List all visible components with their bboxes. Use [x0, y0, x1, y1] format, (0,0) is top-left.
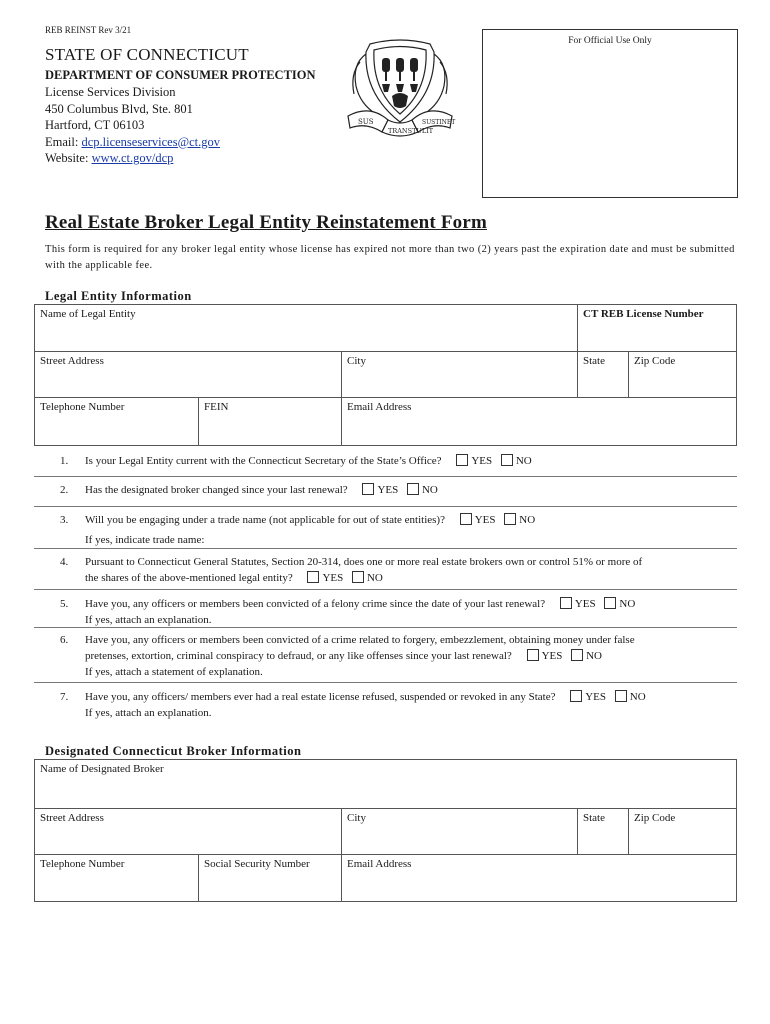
checkbox-icon[interactable] [570, 690, 582, 702]
no-label: NO [619, 598, 636, 610]
zip-code-label: Zip Code [634, 355, 676, 367]
broker-section-title: Designated Connecticut Broker Information [45, 744, 302, 758]
broker-ssn-label: Social Security Number [204, 858, 310, 870]
question-subtext: If yes, attach a statement of explanation. [85, 666, 263, 678]
legal-entity-name-label: Name of Legal Entity [40, 308, 136, 320]
trade-name-label: If yes, indicate trade name: [85, 534, 205, 546]
no-option[interactable] [407, 482, 438, 498]
broker-street-field[interactable] [34, 808, 342, 855]
broker-state-field[interactable] [577, 808, 629, 855]
division-name: License Services Division [45, 85, 176, 99]
seal-motto-left: SUS [358, 118, 374, 126]
broker-email-label: Email Address [347, 858, 412, 870]
email-address-label: Email Address [347, 401, 412, 413]
official-use-box [482, 29, 738, 198]
no-label: NO [586, 650, 602, 662]
question-text: Have you, any officers or members been convicted of a felony crime since the date of your last renewal? [85, 598, 546, 610]
checkbox-icon[interactable] [460, 513, 472, 525]
website-link[interactable]: www.ct.gov/dcp [91, 151, 174, 165]
checkbox-icon[interactable] [407, 483, 419, 495]
checkbox-icon[interactable] [560, 597, 572, 609]
state-label: State [583, 355, 605, 367]
legal-entity-phone-field[interactable] [34, 397, 199, 446]
legal-entity-city-field[interactable] [341, 351, 578, 398]
no-label: NO [366, 572, 383, 584]
website-line [45, 150, 316, 167]
yes-option[interactable] [362, 482, 398, 498]
broker-email-field[interactable] [341, 854, 737, 902]
yes-label: YES [322, 572, 344, 584]
fein-label: FEIN [204, 401, 229, 413]
license-number-field[interactable] [577, 304, 737, 352]
question-text-line-1: Pursuant to Connecticut General Statutes, Section 20-314, does one or more real estate brokers own or control 51% or more of [85, 556, 643, 568]
yes-option[interactable] [456, 453, 492, 469]
legal-entity-zip-field[interactable] [628, 351, 737, 398]
no-option[interactable] [352, 570, 383, 586]
broker-city-field[interactable] [341, 808, 578, 855]
legal-entity-street-field[interactable] [34, 351, 342, 398]
department-name: DEPARTMENT OF CONSUMER PROTECTION [45, 68, 316, 82]
trade-name-field[interactable] [85, 532, 737, 548]
no-option[interactable] [615, 689, 646, 705]
yes-option[interactable] [570, 689, 606, 705]
question-3 [34, 512, 737, 549]
question-text: Is your Legal Entity current with the Connecticut Secretary of the State’s Office? [85, 455, 442, 467]
yes-label: YES [377, 484, 399, 496]
legal-entity-email-field[interactable] [341, 397, 737, 446]
question-text-line-2: the shares of the above-mentioned legal entity? [85, 572, 293, 584]
state-name: STATE OF CONNECTICUT [45, 45, 249, 64]
street-address: 450 Columbus Blvd, Ste. 801 [45, 101, 193, 116]
checkbox-icon[interactable] [352, 571, 364, 583]
checkbox-icon[interactable] [307, 571, 319, 583]
question-number: 1. [60, 455, 69, 467]
checkbox-icon[interactable] [615, 690, 627, 702]
official-use-label: For Official Use Only [568, 36, 652, 46]
yes-option[interactable] [460, 512, 496, 528]
checkbox-icon[interactable] [504, 513, 516, 525]
question-1 [34, 453, 737, 477]
checkbox-icon[interactable] [604, 597, 616, 609]
form-title: Real Estate Broker Legal Entity Reinstatement Form [45, 212, 487, 233]
yes-label: YES [541, 650, 563, 662]
no-option[interactable] [571, 648, 602, 664]
checkbox-icon[interactable] [527, 649, 539, 661]
question-6 [34, 632, 737, 683]
state-seal-icon [330, 34, 470, 144]
question-number: 7. [60, 691, 69, 703]
yes-label: YES [585, 691, 607, 703]
question-number: 6. [60, 634, 69, 646]
broker-street-label: Street Address [40, 812, 104, 824]
question-number: 2. [60, 484, 69, 496]
form-revision: REB REINST Rev 3/21 [45, 25, 132, 35]
question-text: Will you be engaging under a trade name (not applicable for out of state entities)? [85, 514, 445, 526]
question-subtext: If yes, attach an explanation. [85, 614, 212, 626]
legal-entity-name-field[interactable] [34, 304, 578, 352]
agency-block [45, 45, 316, 167]
broker-city-label: City [347, 812, 366, 824]
checkbox-icon[interactable] [362, 483, 374, 495]
question-number: 5. [60, 598, 69, 610]
website-prefix: Website: [45, 151, 92, 165]
no-label: NO [519, 514, 536, 526]
email-line [45, 134, 316, 151]
license-number-label: CT REB License Number [583, 308, 704, 320]
no-label: NO [629, 691, 646, 703]
broker-phone-label: Telephone Number [40, 858, 125, 870]
question-2 [34, 482, 737, 507]
question-text-line-1: Have you, any officers or members been convicted of a crime related to forgery, embezzlement, obtaining money under false [85, 634, 635, 646]
no-label: NO [515, 455, 532, 467]
yes-option[interactable] [560, 596, 596, 612]
broker-zip-field[interactable] [628, 808, 737, 855]
yes-option[interactable] [307, 570, 343, 586]
question-7 [34, 689, 737, 721]
checkbox-icon[interactable] [571, 649, 583, 661]
email-link[interactable]: dcp.licenseservices@ct.gov [81, 134, 220, 149]
question-text-line-2-wrap [85, 570, 737, 586]
city-label: City [347, 355, 366, 367]
yes-option[interactable] [527, 648, 563, 664]
yes-label: YES [574, 598, 596, 610]
broker-name-field[interactable] [34, 759, 737, 809]
city-state-zip: Hartford, CT 06103 [45, 118, 145, 132]
broker-zip-label: Zip Code [634, 812, 676, 824]
question-subtext: If yes, attach an explanation. [85, 707, 212, 719]
question-5 [34, 596, 737, 628]
question-4 [34, 554, 737, 590]
no-option[interactable] [501, 453, 532, 469]
street-address-label: Street Address [40, 355, 104, 367]
question-number: 3. [60, 514, 69, 526]
seal-motto-center: TRANSTULIT [388, 127, 434, 135]
telephone-label: Telephone Number [40, 401, 125, 413]
question-text: Have you, any officers/ members ever had a real estate license refused, suspended or revoked in any State? [85, 691, 556, 703]
no-label: NO [421, 484, 438, 496]
broker-ssn-field[interactable] [198, 854, 342, 902]
yes-label: YES [471, 455, 493, 467]
checkbox-icon[interactable] [456, 454, 468, 466]
broker-name-label: Name of Designated Broker [40, 763, 164, 775]
broker-phone-field[interactable] [34, 854, 199, 902]
seal-motto-right: SUSTINET [422, 119, 456, 126]
checkbox-icon[interactable] [501, 454, 513, 466]
legal-entity-state-field[interactable] [577, 351, 629, 398]
question-text: Has the designated broker changed since your last renewal? [85, 484, 348, 496]
legal-entity-fein-field[interactable] [198, 397, 342, 446]
no-option[interactable] [604, 596, 635, 612]
form-intro: This form is required for any broker legal entity whose license has expired not more than two (2) years past the expiration date and must be submitted with the applicable fee. [45, 244, 735, 271]
yes-label: YES [474, 514, 496, 526]
no-option[interactable] [504, 512, 535, 528]
legal-entity-section-title: Legal Entity Information [45, 289, 192, 303]
email-prefix: Email: [45, 134, 82, 149]
broker-state-label: State [583, 812, 605, 824]
question-text-line-2: pretenses, extortion, criminal conspiracy to defraud, or any like offenses since your last renewal? [85, 650, 512, 662]
question-text-line-2-wrap [85, 648, 737, 664]
question-number: 4. [60, 556, 69, 568]
